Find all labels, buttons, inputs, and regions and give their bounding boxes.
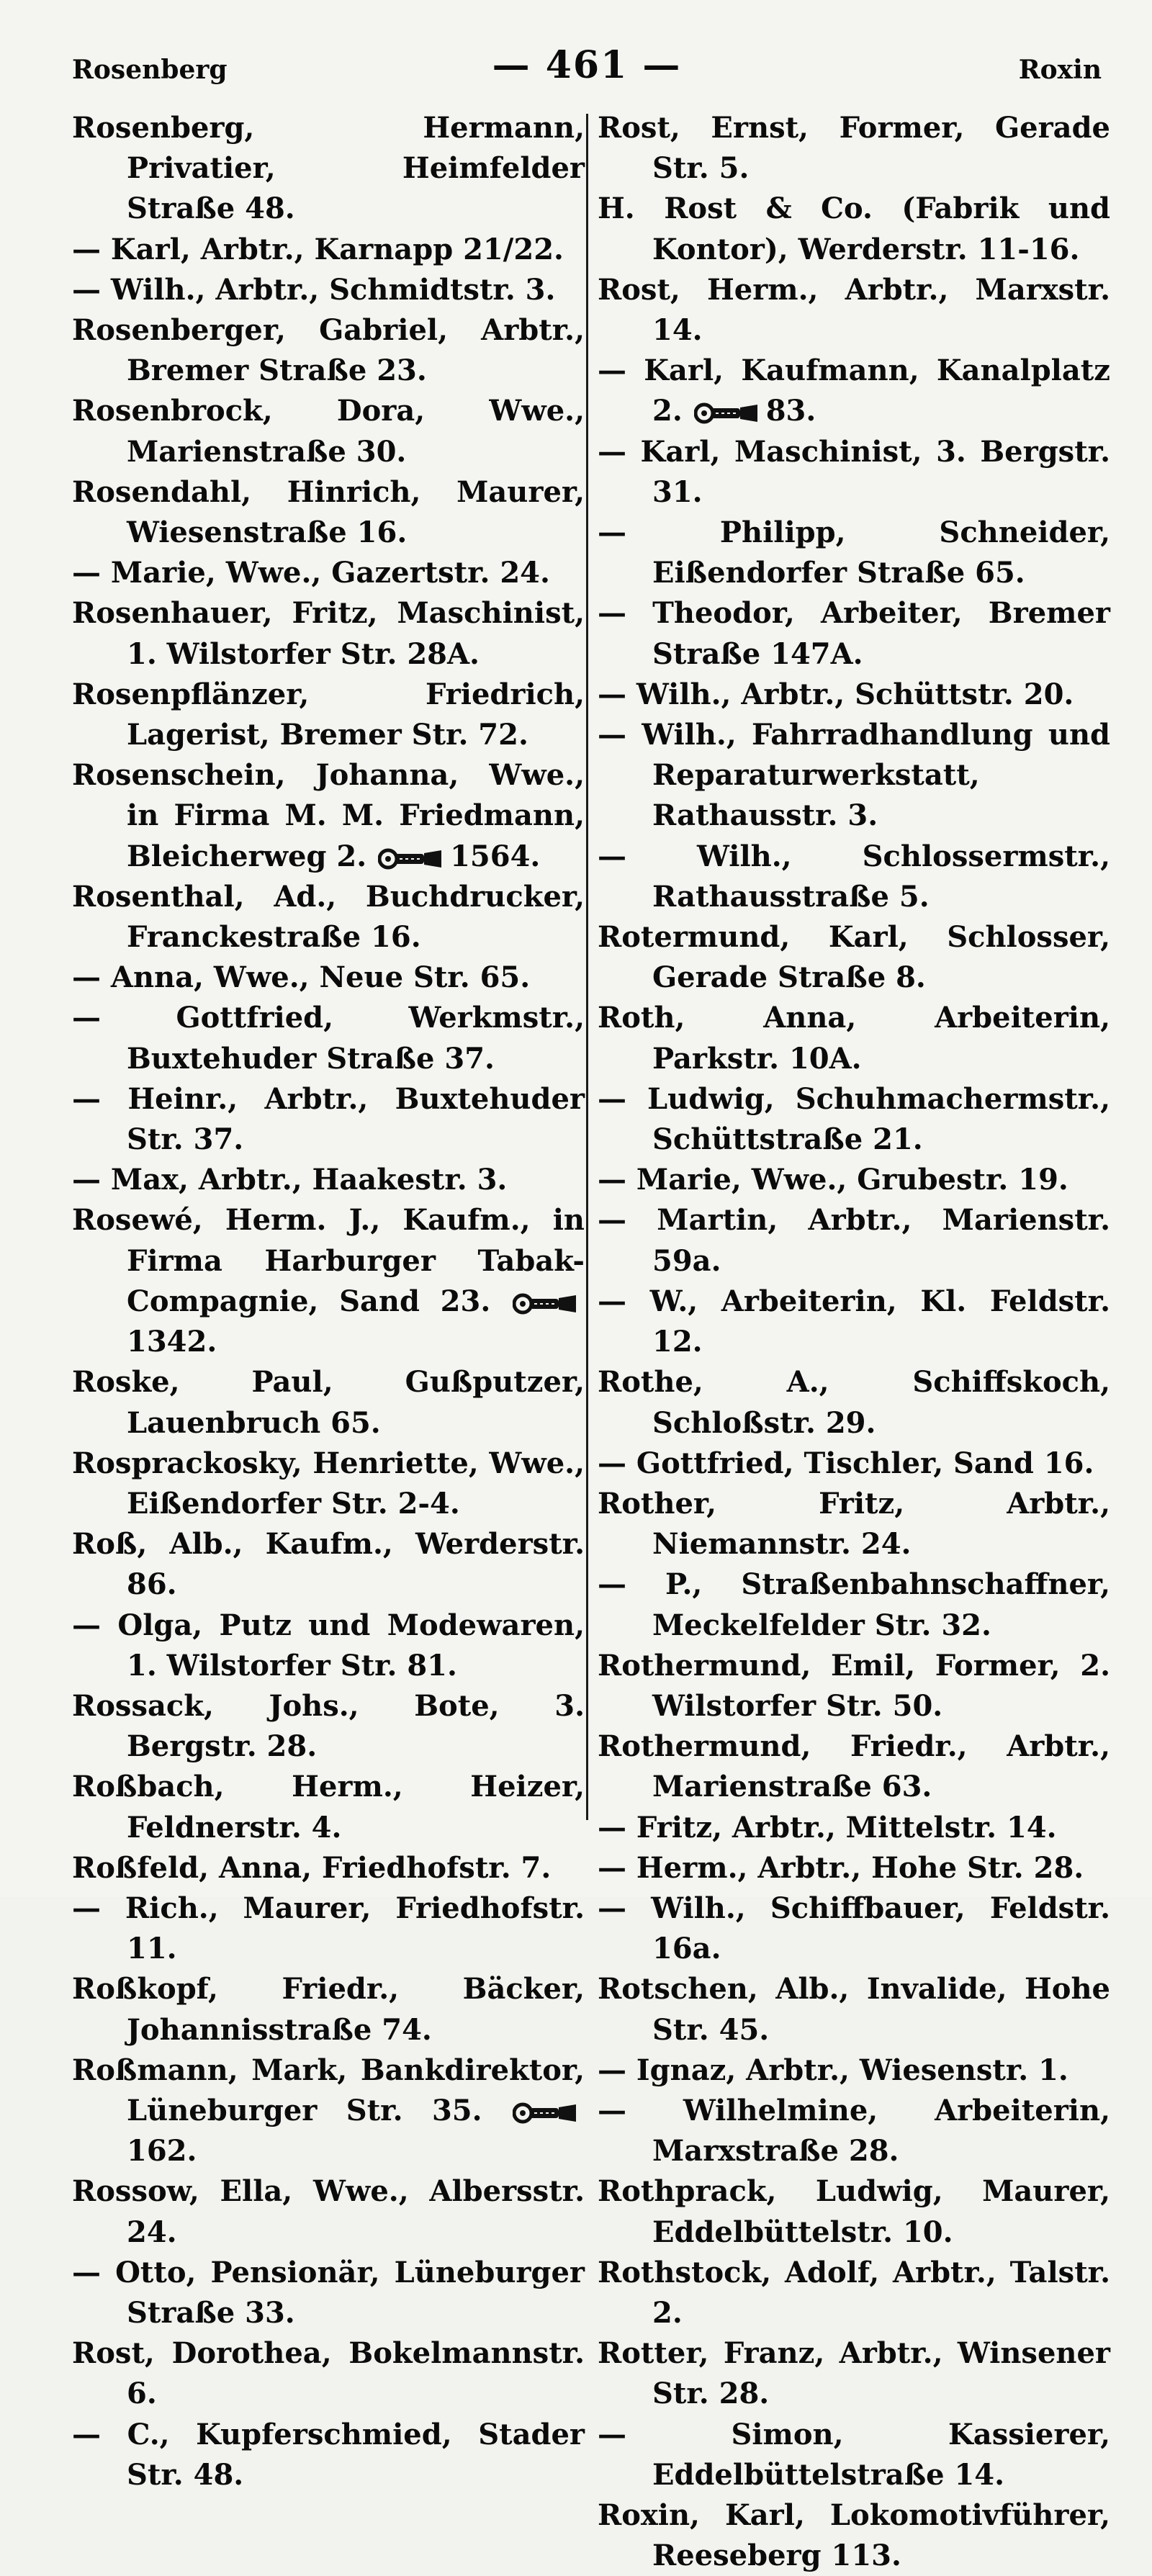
directory-entry bbox=[72, 2171, 585, 2252]
entry-text: — Martin, Arbtr., Marienstr. 59a. bbox=[598, 1203, 1110, 1278]
entry-text: — Olga, Putz und Modewaren, 1. Wilstorfer Str. 81. bbox=[72, 1608, 585, 1683]
directory-entry bbox=[72, 230, 585, 270]
directory-entry bbox=[598, 1079, 1110, 1160]
directory-entry bbox=[72, 593, 585, 674]
entry-text: Rothermund, Emil, Former, 2. Wilstorfer Str. 50. bbox=[598, 1648, 1110, 1723]
entry-text: Rost, Dorothea, Bokelmannstr. 6. bbox=[72, 2336, 585, 2411]
directory-entry bbox=[72, 1606, 585, 1686]
directory-entry bbox=[598, 1808, 1110, 1848]
phone-number: 162. bbox=[127, 2134, 197, 2169]
entry-text: Rossack, Johs., Bote, 3. Bergstr. 28. bbox=[72, 1688, 585, 1764]
running-head-left: Rosenberg bbox=[72, 55, 228, 85]
entry-text: H. Rost & Co. (Fabrik und Kontor), Werderstr. 11-16. bbox=[598, 192, 1110, 266]
directory-entry bbox=[72, 270, 585, 310]
page-header bbox=[72, 29, 1102, 86]
entry-text: — C., Kupferschmied, Stader Str. 48. bbox=[72, 2417, 585, 2492]
directory-entry bbox=[72, 1969, 585, 2050]
entry-text: — Max, Arbtr., Haakestr. 3. bbox=[72, 1163, 508, 1197]
directory-entry bbox=[72, 1200, 585, 1362]
entry-text: Roßfeld, Anna, Friedhofstr. 7. bbox=[72, 1850, 552, 1885]
entry-text: Roßbach, Herm., Heizer, Feldnerstr. 4. bbox=[72, 1770, 585, 1845]
entry-text: Rosenhauer, Fritz, Maschinist, 1. Wilstorfer Str. 28A. bbox=[72, 596, 585, 671]
column-divider bbox=[586, 114, 588, 1820]
directory-entry bbox=[598, 837, 1110, 917]
directory-entry bbox=[598, 1969, 1110, 2050]
directory-entry bbox=[72, 310, 585, 391]
entry-text: — Rich., Maurer, Friedhofstr. 11. bbox=[72, 1891, 585, 1966]
directory-entry bbox=[72, 472, 585, 553]
entry-text: Roske, Paul, Gußputzer, Lauenbruch 65. bbox=[72, 1365, 585, 1440]
directory-entry bbox=[72, 1888, 585, 1969]
directory-entry bbox=[72, 1848, 585, 1888]
directory-entry bbox=[72, 2050, 585, 2172]
directory-entry bbox=[598, 1160, 1110, 1200]
entry-text: Rotermund, Karl, Schlosser, Gerade Straße 8. bbox=[598, 920, 1110, 995]
running-head-right: Roxin bbox=[1018, 55, 1102, 85]
entry-text: — Wilh., Arbtr., Schmidtstr. 3. bbox=[72, 272, 556, 307]
directory-entry bbox=[598, 1564, 1110, 1645]
entry-text: — Theodor, Arbeiter, Bremer Straße 147A. bbox=[598, 596, 1110, 671]
directory-entry bbox=[598, 917, 1110, 998]
directory-entry bbox=[598, 2171, 1110, 2252]
entry-text: Roth, Anna, Arbeiterin, Parkstr. 10A. bbox=[598, 1001, 1110, 1076]
directory-entry bbox=[72, 1079, 585, 1160]
entry-text: — Herm., Arbtr., Hohe Str. 28. bbox=[598, 1850, 1084, 1885]
entry-text: Rosendahl, Hinrich, Maurer, Wiesenstraße 16. bbox=[72, 474, 585, 550]
directory-entry bbox=[598, 1200, 1110, 1281]
entry-text: Roxin, Karl, Lokomotivführer, Reeseberg 113. bbox=[598, 2498, 1110, 2573]
telephone-icon bbox=[513, 1292, 579, 1315]
directory-entry bbox=[598, 2495, 1110, 2576]
entry-text: — Wilh., Schiffbauer, Feldstr. 16a. bbox=[598, 1891, 1110, 1966]
entry-text: — Wilh., Arbtr., Schüttstr. 20. bbox=[598, 677, 1074, 711]
directory-entry bbox=[598, 715, 1110, 837]
entry-text: — Ignaz, Arbtr., Wiesenstr. 1. bbox=[598, 2053, 1068, 2087]
directory-entry bbox=[598, 189, 1110, 269]
entry-text: — Marie, Wwe., Grubestr. 19. bbox=[598, 1163, 1068, 1197]
entry-text: Rosenthal, Ad., Buchdrucker, Franckestraße 16. bbox=[72, 879, 585, 955]
directory-entry bbox=[72, 1686, 585, 1767]
directory-entry bbox=[598, 513, 1110, 593]
directory-entry bbox=[598, 1444, 1110, 1484]
directory-entry bbox=[598, 998, 1110, 1078]
telephone-icon bbox=[694, 402, 760, 425]
right-column bbox=[598, 108, 1110, 2576]
directory-entry bbox=[72, 553, 585, 593]
entry-text: Rotter, Franz, Arbtr., Winsener Str. 28. bbox=[598, 2336, 1110, 2411]
directory-entry bbox=[598, 2050, 1110, 2091]
entry-text: Rost, Herm., Arbtr., Marxstr. 14. bbox=[598, 272, 1110, 348]
directory-entry bbox=[598, 1726, 1110, 1807]
directory-entry bbox=[598, 1282, 1110, 1362]
entry-text: Roßmann, Mark, Bankdirektor, Lüneburger Str. 35. bbox=[72, 2053, 585, 2127]
entry-text: — Karl, Kaufmann, Kanalplatz 2. bbox=[598, 353, 1110, 428]
directory-entry bbox=[72, 108, 585, 230]
left-column bbox=[72, 108, 585, 2495]
entry-text: — Philipp, Schneider, Eißendorfer Straße 65. bbox=[598, 515, 1110, 590]
entry-text: — Otto, Pensionär, Lüneburger Straße 33. bbox=[72, 2255, 585, 2330]
entry-text: Rothermund, Friedr., Arbtr., Marienstraße 63. bbox=[598, 1729, 1110, 1804]
directory-entry bbox=[598, 1646, 1110, 1726]
phone-number: 83. bbox=[765, 394, 816, 428]
entry-text: — Wilhelmine, Arbeiterin, Marxstraße 28. bbox=[598, 2093, 1110, 2169]
page-number: — 461 — bbox=[492, 43, 682, 87]
entry-text: — Fritz, Arbtr., Mittelstr. 14. bbox=[598, 1810, 1057, 1845]
entry-text: Rosenberg, Hermann, Privatier, Heimfelder Straße 48. bbox=[72, 111, 585, 226]
entry-text: Rosenschein, Johanna, Wwe., in Firma M. M. Friedmann, Bleicherweg 2. bbox=[72, 758, 585, 873]
directory-entry bbox=[598, 593, 1110, 674]
directory-entry bbox=[598, 675, 1110, 715]
directory-entry bbox=[598, 2091, 1110, 2171]
entry-text: — Karl, Arbtr., Karnapp 21/22. bbox=[72, 232, 564, 266]
entry-text: — Simon, Kassierer, Eddelbüttelstraße 14. bbox=[598, 2417, 1110, 2492]
entry-text: Rothe, A., Schiffskoch, Schloßstr. 29. bbox=[598, 1365, 1110, 1440]
directory-entry bbox=[72, 2253, 585, 2333]
entry-text: Rosewé, Herm. J., Kaufm., in Firma Harburger Tabak-Compagnie, Sand 23. bbox=[72, 1203, 585, 1318]
telephone-icon bbox=[513, 2102, 579, 2125]
phone-number: 1564. bbox=[450, 839, 541, 873]
entry-text: Rosenbrock, Dora, Wwe., Marienstraße 30. bbox=[72, 394, 585, 469]
directory-entry bbox=[72, 1444, 585, 1524]
entry-text: Rothstock, Adolf, Arbtr., Talstr. 2. bbox=[598, 2255, 1110, 2330]
directory-entry bbox=[72, 998, 585, 1078]
directory-entry bbox=[598, 2253, 1110, 2333]
entry-text: — Ludwig, Schuhmachermstr., Schüttstraße 21. bbox=[598, 1081, 1110, 1157]
entry-text: — Heinr., Arbtr., Buxtehuder Str. 37. bbox=[72, 1081, 585, 1157]
entry-text: — Gottfried, Werkmstr., Buxtehuder Straße 37. bbox=[72, 1001, 585, 1076]
directory-entry bbox=[72, 1767, 585, 1847]
directory-entry bbox=[598, 1362, 1110, 1443]
directory-entry bbox=[598, 1848, 1110, 1888]
phone-number: 1342. bbox=[127, 1325, 217, 1359]
entry-text: Rother, Fritz, Arbtr., Niemannstr. 24. bbox=[598, 1486, 1110, 1562]
entry-text: — Gottfried, Tischler, Sand 16. bbox=[598, 1446, 1094, 1480]
directory-entry bbox=[598, 432, 1110, 513]
entry-text: — Karl, Maschinist, 3. Bergstr. 31. bbox=[598, 434, 1110, 509]
directory-entry bbox=[72, 1524, 585, 1605]
telephone-icon bbox=[378, 847, 444, 870]
entry-text: — Marie, Wwe., Gazertstr. 24. bbox=[72, 556, 550, 590]
directory-entry bbox=[72, 2333, 585, 2414]
directory-entry bbox=[598, 351, 1110, 431]
entry-text: Rossow, Ella, Wwe., Albersstr. 24. bbox=[72, 2174, 585, 2249]
entry-text: Rosenberger, Gabriel, Arbtr., Bremer Straße 23. bbox=[72, 313, 585, 388]
directory-entry bbox=[598, 270, 1110, 351]
entry-text: — Wilh., Fahrradhandlung und Reparaturwerkstatt, Rathausstr. 3. bbox=[598, 718, 1110, 833]
directory-entry bbox=[72, 958, 585, 998]
entry-text: — Wilh., Schlossermstr., Rathausstraße 5. bbox=[598, 839, 1110, 914]
entry-text: — P., Straßenbahnschaffner, Meckelfelder Str. 32. bbox=[598, 1567, 1110, 1642]
entry-text: Rost, Ernst, Former, Gerade Str. 5. bbox=[598, 111, 1110, 186]
directory-entry bbox=[598, 2333, 1110, 2414]
entry-text: — Anna, Wwe., Neue Str. 65. bbox=[72, 960, 531, 995]
directory-entry bbox=[72, 675, 585, 755]
directory-entry bbox=[598, 1484, 1110, 1564]
directory-entry bbox=[598, 1888, 1110, 1969]
directory-entry bbox=[72, 2415, 585, 2495]
entry-text: Rosenpflänzer, Friedrich, Lagerist, Bremer Str. 72. bbox=[72, 677, 585, 752]
directory-entry bbox=[598, 2415, 1110, 2495]
entry-text: Roßkopf, Friedr., Bäcker, Johannisstraße 74. bbox=[72, 1972, 585, 2047]
directory-entry bbox=[72, 1362, 585, 1443]
entry-text: Rotschen, Alb., Invalide, Hohe Str. 45. bbox=[598, 1972, 1110, 2047]
entry-text: Rothprack, Ludwig, Maurer, Eddelbüttelstr. 10. bbox=[598, 2174, 1110, 2249]
entry-text: Rosprackosky, Henriette, Wwe., Eißendorfer Str. 2-4. bbox=[72, 1446, 585, 1521]
directory-entry bbox=[72, 391, 585, 472]
directory-entry bbox=[72, 1160, 585, 1200]
directory-entry bbox=[72, 877, 585, 958]
entry-text: — W., Arbeiterin, Kl. Feldstr. 12. bbox=[598, 1284, 1110, 1359]
directory-entry bbox=[72, 755, 585, 877]
entry-text: Roß, Alb., Kaufm., Werderstr. 86. bbox=[72, 1527, 585, 1602]
directory-entry bbox=[598, 108, 1110, 189]
